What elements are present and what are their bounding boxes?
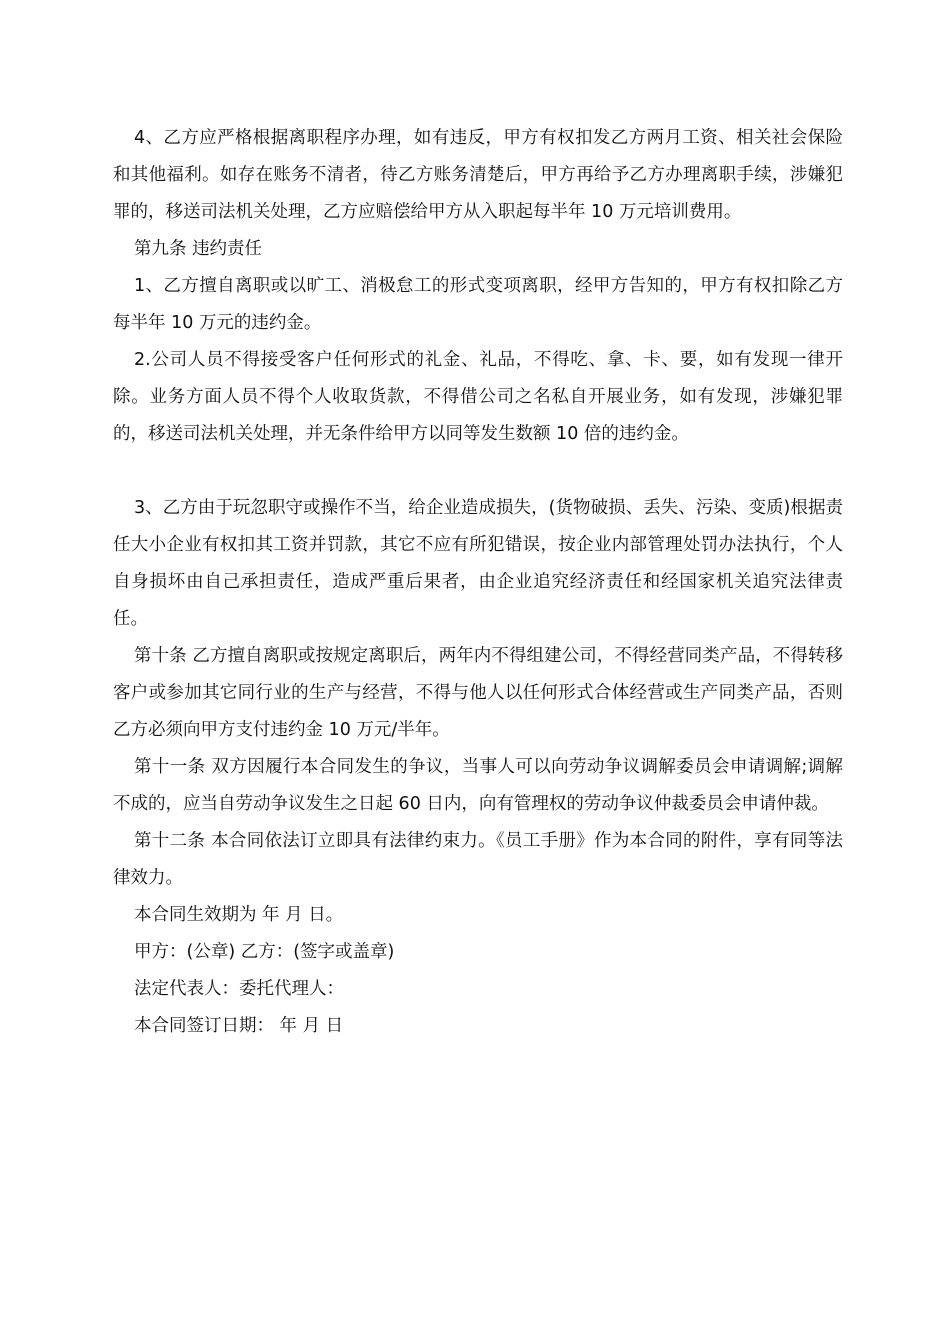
article-10: 第十条 乙方擅自离职或按规定离职后，两年内不得组建公司，不得经营同类产品，不得转移客户或参加其它同行业的生产与经营，不得与他人以任何形式合体经营或生产同类产品，否则乙方必须向甲方支付违约金 10 万元/半年。 xyxy=(113,646,843,740)
representative-line: 法定代表人：委托代理人： xyxy=(134,979,344,999)
document-body xyxy=(113,120,843,1045)
article-12: 第十二条 本合同依法订立即具有法律约束力。《员工手册》作为本合同的附件，享有同等法律效力。 xyxy=(113,831,843,888)
article-9-item-3: 3、乙方由于玩忽职守或操作不当，给企业造成损失，(货物破损、丢失、污染、变质)根据责任大小企业有权扣其工资并罚款，其它不应有所犯错误，按企业内部管理处罚办法执行，个人自身损坏由自己承担责任，造成严重后果者，由企业追究经济责任和经国家机关追究法律责任。 xyxy=(113,498,843,629)
signing-date-line: 本合同签订日期： 年 月 日 xyxy=(134,1016,344,1036)
clause-8-item-4: 4、乙方应严格根据离职程序办理，如有违反，甲方有权扣发乙方两月工资、相关社会保险和其他福利。如存在账务不清者，待乙方账务清楚后，甲方再给予乙方办理离职手续，涉嫌犯罪的，移送司法机关处理，乙方应赔偿给甲方从入职起每半年 10 万元培训费用。 xyxy=(113,128,843,222)
article-11: 第十一条 双方因履行本合同发生的争议，当事人可以向劳动争议调解委员会申请调解;调解不成的，应当自劳动争议发生之日起 60 日内，向有管理权的劳动争议仲裁委员会申请仲裁。 xyxy=(113,757,843,814)
paragraph-spacer xyxy=(113,453,843,490)
effective-date-line: 本合同生效期为 年 月 日。 xyxy=(134,905,344,925)
article-9-item-1: 1、乙方擅自离职或以旷工、消极怠工的形式变项离职，经甲方告知的，甲方有权扣除乙方每半年 10 万元的违约金。 xyxy=(113,276,843,333)
party-signature-line: 甲方：(公章) 乙方：(签字或盖章) xyxy=(134,942,395,962)
article-9-item-2: 2.公司人员不得接受客户任何形式的礼金、礼品，不得吃、拿、卡、要，如有发现一律开除。业务方面人员不得个人收取货款，不得借公司之名私自开展业务，如有发现，涉嫌犯罪的，移送司法机关处理，并无条件给甲方以同等发生数额 10 倍的违约金。 xyxy=(113,350,843,444)
article-9-heading: 第九条 违约责任 xyxy=(134,239,263,259)
